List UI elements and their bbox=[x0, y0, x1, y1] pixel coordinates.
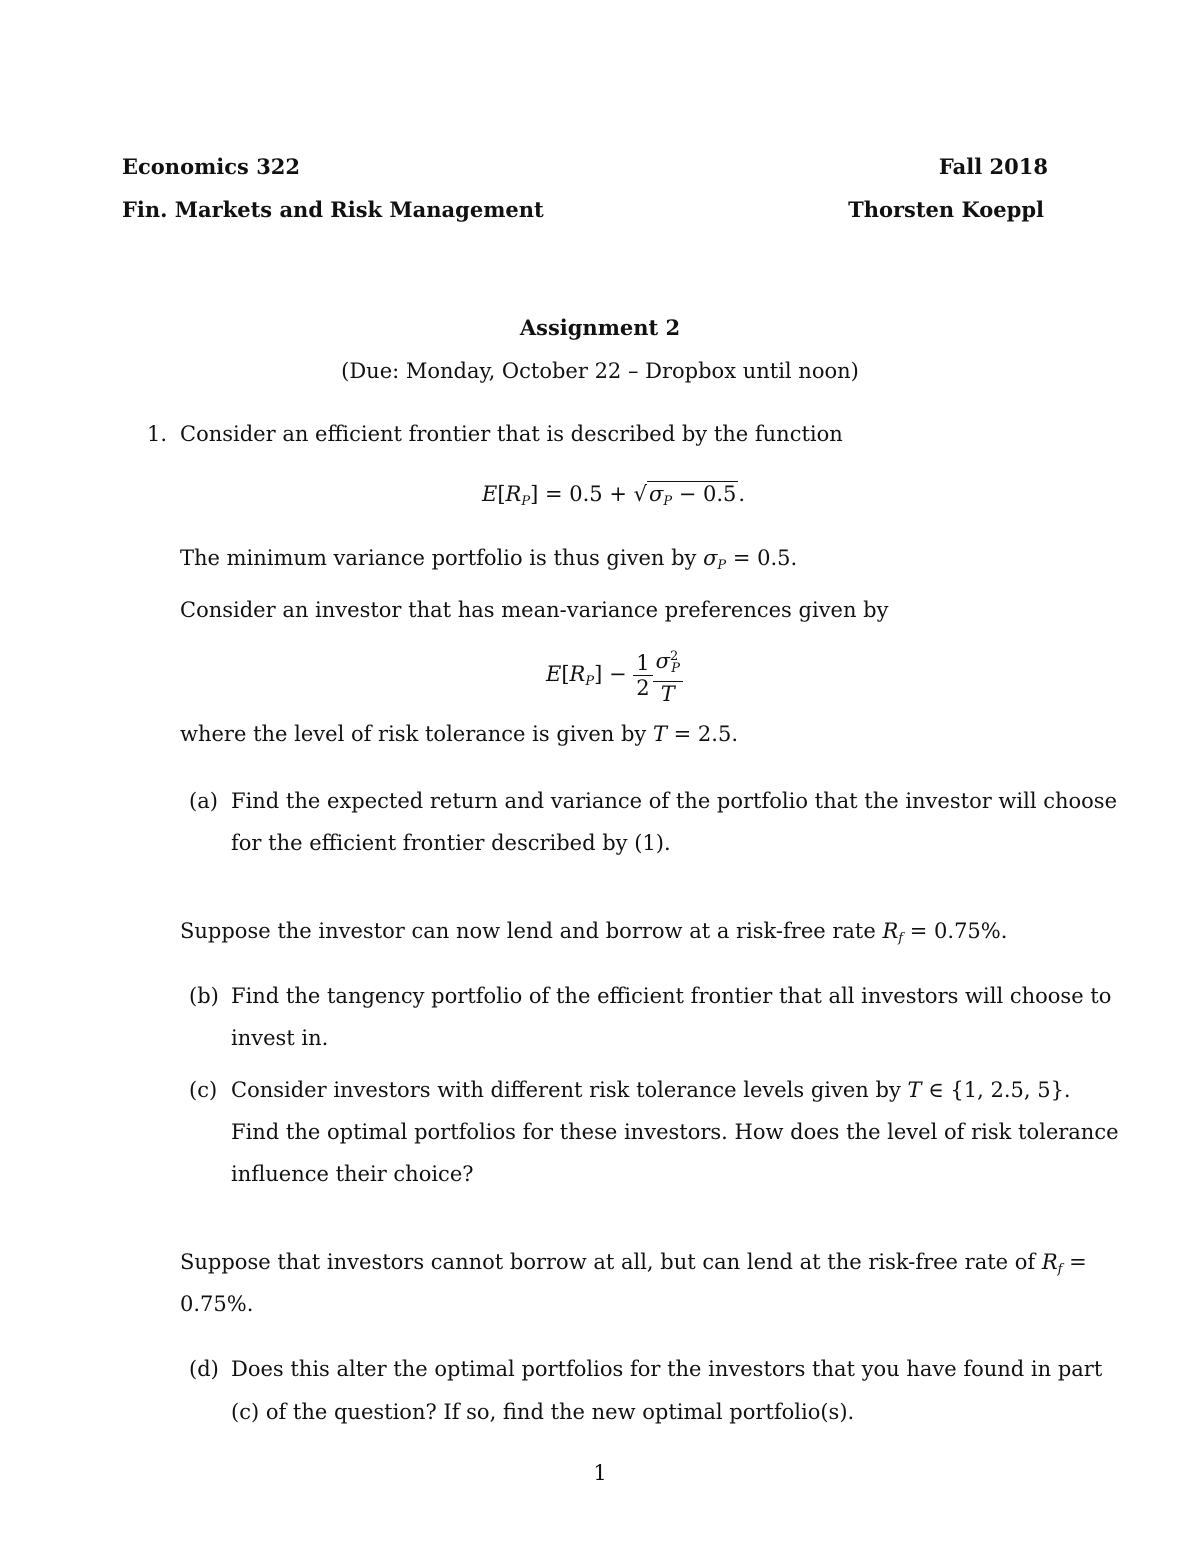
part-a-line2: for the efficient frontier described by (1). bbox=[231, 831, 671, 855]
part-b-line2: invest in. bbox=[231, 1026, 329, 1050]
question-intro: Consider an efficient frontier that is described by the function bbox=[180, 422, 843, 446]
part-c-line1: Consider investors with different risk tolerance levels given by T ∈ {1, 2.5, 5}. bbox=[231, 1078, 1071, 1102]
part-d-label: (d) bbox=[189, 1357, 219, 1381]
assignment-title: Assignment 2 bbox=[519, 315, 681, 340]
part-b-line1: Find the tangency portfolio of the efficient frontier that all investors will choose to bbox=[231, 984, 1112, 1008]
part-d-line1: Does this alter the optimal portfolios for the investors that you have found in part bbox=[231, 1357, 1103, 1381]
mvp-statement: The minimum variance portfolio is thus given by $\sigma_P = 0.5$. bbox=[180, 546, 798, 573]
term: Fall 2018 bbox=[938, 154, 1048, 179]
part-c-line3: influence their choice? bbox=[231, 1162, 474, 1186]
investor-preferences-text: Consider an investor that has mean-variance preferences given by bbox=[180, 598, 889, 622]
course-title: Fin. Markets and Risk Management bbox=[122, 197, 544, 222]
part-c-line2: Find the optimal portfolios for these investors. How does the level of risk tolerance bbox=[231, 1120, 1119, 1144]
course-number: Economics 322 bbox=[122, 154, 301, 179]
part-d-line2: (c) of the question? If so, find the new optimal portfolio(s). bbox=[231, 1400, 855, 1424]
part-b-label: (b) bbox=[189, 984, 219, 1008]
part-a-label: (a) bbox=[189, 789, 218, 813]
page-number: 1 bbox=[593, 1461, 607, 1485]
riskfree-statement: Suppose the investor can now lend and borrow at a risk-free rate $R_f = 0.75\%$. bbox=[180, 919, 1008, 946]
risk-tolerance-text: where the level of risk tolerance is given by T = 2.5. bbox=[180, 722, 739, 746]
no-borrow-line2: 0.75%. bbox=[180, 1292, 254, 1316]
instructor-name: Thorsten Koeppl bbox=[848, 197, 1044, 222]
question-number: 1. bbox=[147, 422, 168, 446]
part-a-line1: Find the expected return and variance of the portfolio that the investor will choose bbox=[231, 789, 1117, 813]
frontier-equation: $E[R_P] = 0.5 + √\sigma_P - 0.5$. bbox=[482, 482, 746, 509]
due-date: (Due: Monday, October 22 – Dropbox until noon) bbox=[341, 359, 859, 383]
utility-equation: $E[R_P]$ − $\frac{1}{2}$ $\frac{\sigma^2_P}{T}$ bbox=[546, 645, 683, 706]
no-borrow-line1: Suppose that investors cannot borrow at all, but can lend at the risk-free rate of $R_f$ = bbox=[180, 1250, 1087, 1277]
part-c-label: (c) bbox=[189, 1078, 218, 1102]
